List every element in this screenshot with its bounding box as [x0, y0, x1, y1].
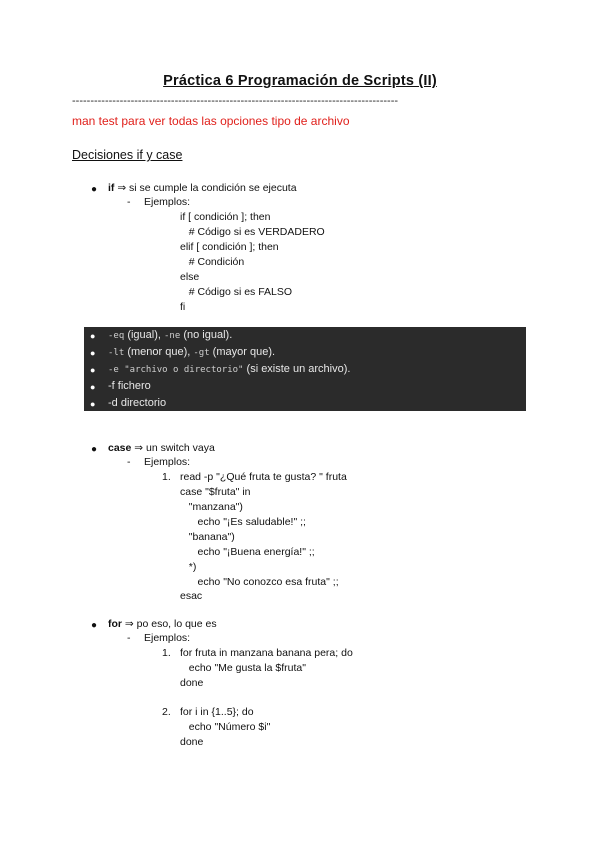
if-code-line: if [ condición ]; then: [180, 211, 271, 223]
man-test-note: man test para ver todas las opciones tipo de archivo: [72, 114, 350, 128]
case-description: ⇒ un switch vaya: [131, 442, 215, 454]
bullet-icon: ●: [91, 444, 98, 455]
case-code-line: "manzana"): [180, 501, 243, 513]
bullet-icon: ●: [91, 184, 98, 195]
if-code-line: elif [ condición ]; then: [180, 241, 279, 253]
if-code-line: # Código si es FALSO: [180, 286, 293, 298]
case-item-number: 1.: [162, 471, 171, 483]
bullet-icon: ●: [90, 331, 96, 341]
for-code-line: done: [180, 677, 204, 689]
case-code-line: read -p "¿Qué fruta te gusta? " fruta: [180, 471, 347, 483]
operator-e: -e "archivo o directorio" (si existe un archivo).: [108, 363, 351, 375]
bullet-icon: ●: [91, 620, 98, 631]
operator-lt-gt: -lt (menor que), -gt (mayor que).: [108, 346, 276, 358]
operator-f: -f fichero: [108, 380, 151, 392]
case-code-line: "banana"): [180, 531, 235, 543]
bullet-icon: ●: [90, 382, 96, 392]
for-code-line: for fruta in manzana banana pera; do: [180, 647, 353, 659]
case-code-line: esac: [180, 590, 203, 602]
for-code-line: echo "Me gusta la $fruta": [180, 662, 306, 674]
section-heading: Decisiones if y case: [72, 148, 183, 162]
for-examples-label: Ejemplos:: [144, 632, 191, 644]
if-code-line: else: [180, 271, 200, 283]
if-keyword: if: [108, 182, 115, 194]
dash-icon: -: [127, 196, 131, 208]
document-title: Práctica 6 Programación de Scripts (II): [163, 73, 437, 89]
for-keyword: for: [108, 618, 122, 630]
operator-d: -d directorio: [108, 397, 167, 409]
for-item: [108, 618, 217, 631]
for-code-line: done: [180, 736, 204, 748]
for-item-number: 1.: [162, 647, 171, 659]
case-code-line: echo "¡Buena energía!" ;;: [180, 546, 315, 558]
case-code-line: *): [180, 561, 197, 573]
if-examples-label: Ejemplos:: [144, 196, 191, 208]
case-item: [108, 442, 215, 455]
case-code-line: echo "¡Es saludable!" ;;: [180, 516, 306, 528]
dash-icon: -: [127, 632, 131, 644]
case-code-line: echo "No conozco esa fruta" ;;: [180, 576, 339, 588]
if-code-line: fi: [180, 301, 186, 313]
case-keyword: case: [108, 442, 132, 454]
if-description: ⇒ si se cumple la condición se ejecuta: [114, 182, 297, 194]
for-code-line: echo "Número $i": [180, 721, 271, 733]
operator-eq-ne: -eq (igual), -ne (no igual).: [108, 329, 233, 341]
for-code-line: for i in {1..5}; do: [180, 706, 254, 718]
case-examples-label: Ejemplos:: [144, 456, 191, 468]
dash-icon: -: [127, 456, 131, 468]
for-description: ⇒ po eso, lo que es: [122, 618, 217, 630]
case-code-line: case "$fruta" in: [180, 486, 251, 498]
for-item-number: 2.: [162, 706, 171, 718]
if-code-line: # Condición: [180, 256, 245, 268]
divider-line: -----------------------------------------------------------------------------------------: [72, 95, 399, 107]
if-code-line: # Código si es VERDADERO: [180, 226, 325, 238]
bullet-icon: ●: [90, 399, 96, 409]
bullet-icon: ●: [90, 365, 96, 375]
bullet-icon: ●: [90, 348, 96, 358]
operators-block: [84, 327, 526, 411]
if-item: [108, 182, 297, 195]
